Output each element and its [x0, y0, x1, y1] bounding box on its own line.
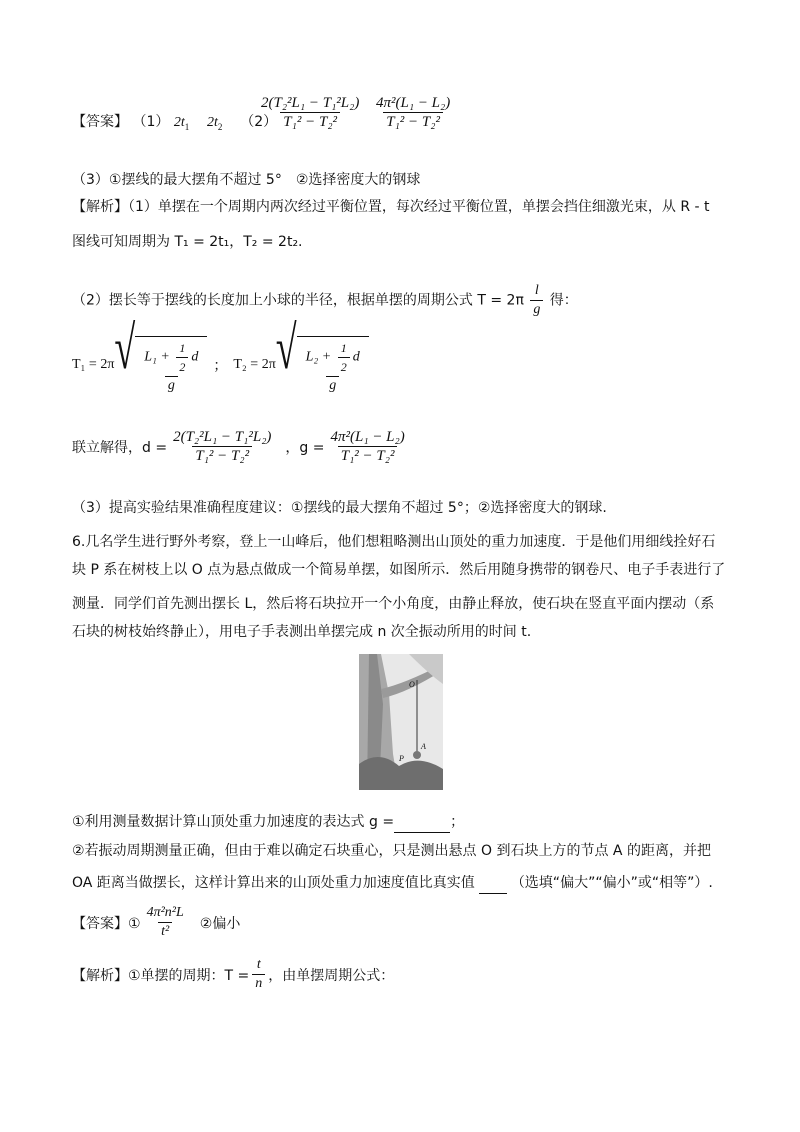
- q6-answer-den: t²: [158, 922, 172, 941]
- q1-end: ；: [450, 814, 465, 830]
- part1-a-sub: 1: [184, 121, 190, 132]
- q6-line-3: 测量．同学们首先测出摆长 L，然后将石块拉开一个小角度，由静止释放，使石块在竖直平面内摆动（系: [72, 596, 715, 612]
- g-num: 4π²(L₁ − L₂): [330, 429, 405, 445]
- t2-half-num: 1: [340, 340, 347, 355]
- t1-num-b: d: [191, 349, 199, 365]
- q6-answer-2: ②偏小: [199, 915, 241, 932]
- line3-end: 得：: [549, 292, 578, 309]
- q6-answer-tag: 【答案】①: [72, 915, 141, 932]
- q6-analysis-b: ，由单摆周期公式：: [268, 967, 395, 984]
- t1-num-a: L₁ +: [144, 349, 170, 365]
- d-num: 2(T₂²L₁ − T₁²L₂): [173, 429, 272, 445]
- frac2-den: T₁² − T₂²: [383, 112, 443, 131]
- q2-blank: [479, 873, 507, 894]
- q1-blank: [394, 812, 450, 833]
- q6-sub2-line1: ②若振动周期测量正确，但由于难以确定石块重心，只是测出悬点 O 到石块上方的节点 A 的距离，并把: [72, 843, 711, 859]
- semicolon: ；: [213, 358, 228, 374]
- frac2-num: 4π²(L₁ − L₂): [376, 95, 451, 111]
- q6-sub1: [72, 812, 464, 833]
- part1-b-sub: 2: [217, 121, 223, 132]
- t2-label: T₂ = 2π: [233, 357, 276, 372]
- part1-b: 2t: [207, 115, 218, 130]
- frac1-den: T₁² − T₂²: [280, 112, 340, 131]
- t2-sqrt: √ L₂ + $\frac{1}{2}$ d g: [276, 336, 369, 395]
- figure-label-o: O: [409, 680, 415, 689]
- t1-half-num: 1: [179, 340, 186, 355]
- t2-num-a: L₂ +: [305, 349, 332, 365]
- d-den: T₁² − T₂²: [192, 446, 252, 465]
- t2-den: g: [326, 376, 339, 395]
- q6-line-4: 石块的树枝始终静止），用电子手表测出单摆完成 n 次全振动所用的时间 t.: [72, 624, 532, 640]
- g-den: T₁² − T₂²: [338, 446, 398, 465]
- analysis-line-2: 图线可知周期为 T₁ = 2t₁，T₂ = 2t₂.: [72, 234, 303, 250]
- q1-text: ①利用测量数据计算山顶处重力加速度的表达式 g =: [72, 814, 395, 830]
- part2-label: （2）: [240, 114, 278, 130]
- q6-analysis-a: 【解析】①单摆的周期：T =: [72, 967, 250, 984]
- figure-label-a: A: [421, 742, 426, 751]
- g-label: ，g =: [285, 439, 325, 456]
- t1-label: T₁ = 2π: [72, 357, 115, 372]
- t1-half-den: 2: [176, 357, 188, 376]
- analysis-line-3: [72, 282, 578, 319]
- q6-answer-num: 4π²n²L: [146, 905, 184, 920]
- answer-part3: （3）①摆线的最大摆角不超过 5° ②选择密度大的钢球: [72, 172, 421, 188]
- t1-sqrt: √ L₁ + $\frac{1}{2}$ d g: [114, 336, 207, 395]
- figure-label-p: P: [399, 754, 404, 763]
- q6-line-1: 6.几名学生进行野外考察，登上一山峰后，他们想粗略测出山顶处的重力加速度．于是他们用细线拴好石: [72, 534, 716, 550]
- analysis-part3: （3）提高实验结果准确程度建议：①摆线的最大摆角不超过 5°；②选择密度大的钢球.: [72, 500, 607, 516]
- part1-a: 2t: [173, 115, 185, 130]
- line3-sqrt-num: l: [534, 283, 539, 298]
- pendulum-figure: [359, 654, 443, 790]
- q6-line-2: 块 P 系在树枝上以 O 点为悬点做成一个简易单摆，如图所示．然后用随身携带的钢卷尺、电子手表进行了: [72, 562, 726, 578]
- solve-line: [72, 428, 411, 465]
- answer-frac-2: [370, 94, 456, 131]
- part1-label: （1）: [132, 114, 170, 130]
- pendulum-tree-illustration: [359, 654, 443, 790]
- t1-den: g: [165, 376, 178, 395]
- q6-analysis-num: t: [256, 957, 261, 972]
- q6-sub2-line2: [72, 873, 713, 894]
- q2-line2-b: （选填“偏大”“偏小”或“相等”）.: [510, 875, 713, 891]
- frac1-num: 2(T₂²L₁ − T₁²L₂): [261, 95, 360, 111]
- q6-analysis: [72, 956, 394, 993]
- t2-num-b: d: [352, 349, 360, 365]
- answer-line-1: [72, 112, 277, 137]
- period-formulas: [72, 314, 369, 400]
- t2-half-den: 2: [338, 357, 350, 376]
- line3-text: （2）摆长等于摆线的长度加上小球的半径，根据单摆的周期公式 T = 2π: [72, 292, 524, 309]
- solve-label: 联立解得，d =: [72, 439, 168, 456]
- answer-tag: 【答案】: [72, 114, 128, 130]
- analysis-line-1: 【解析】（1）单摆在一个周期内两次经过平衡位置，每次经过平衡位置，单摆会挡住细激光束，从 R - t: [72, 199, 710, 215]
- q2-line2-a: OA 距离当做摆长，这样计算出来的山顶处重力加速度值比真实值: [72, 875, 475, 891]
- q6-answer: [72, 904, 240, 941]
- q6-analysis-den: n: [252, 974, 265, 993]
- line3-sqrt-den: g: [530, 300, 543, 319]
- answer-frac-1: [255, 94, 365, 131]
